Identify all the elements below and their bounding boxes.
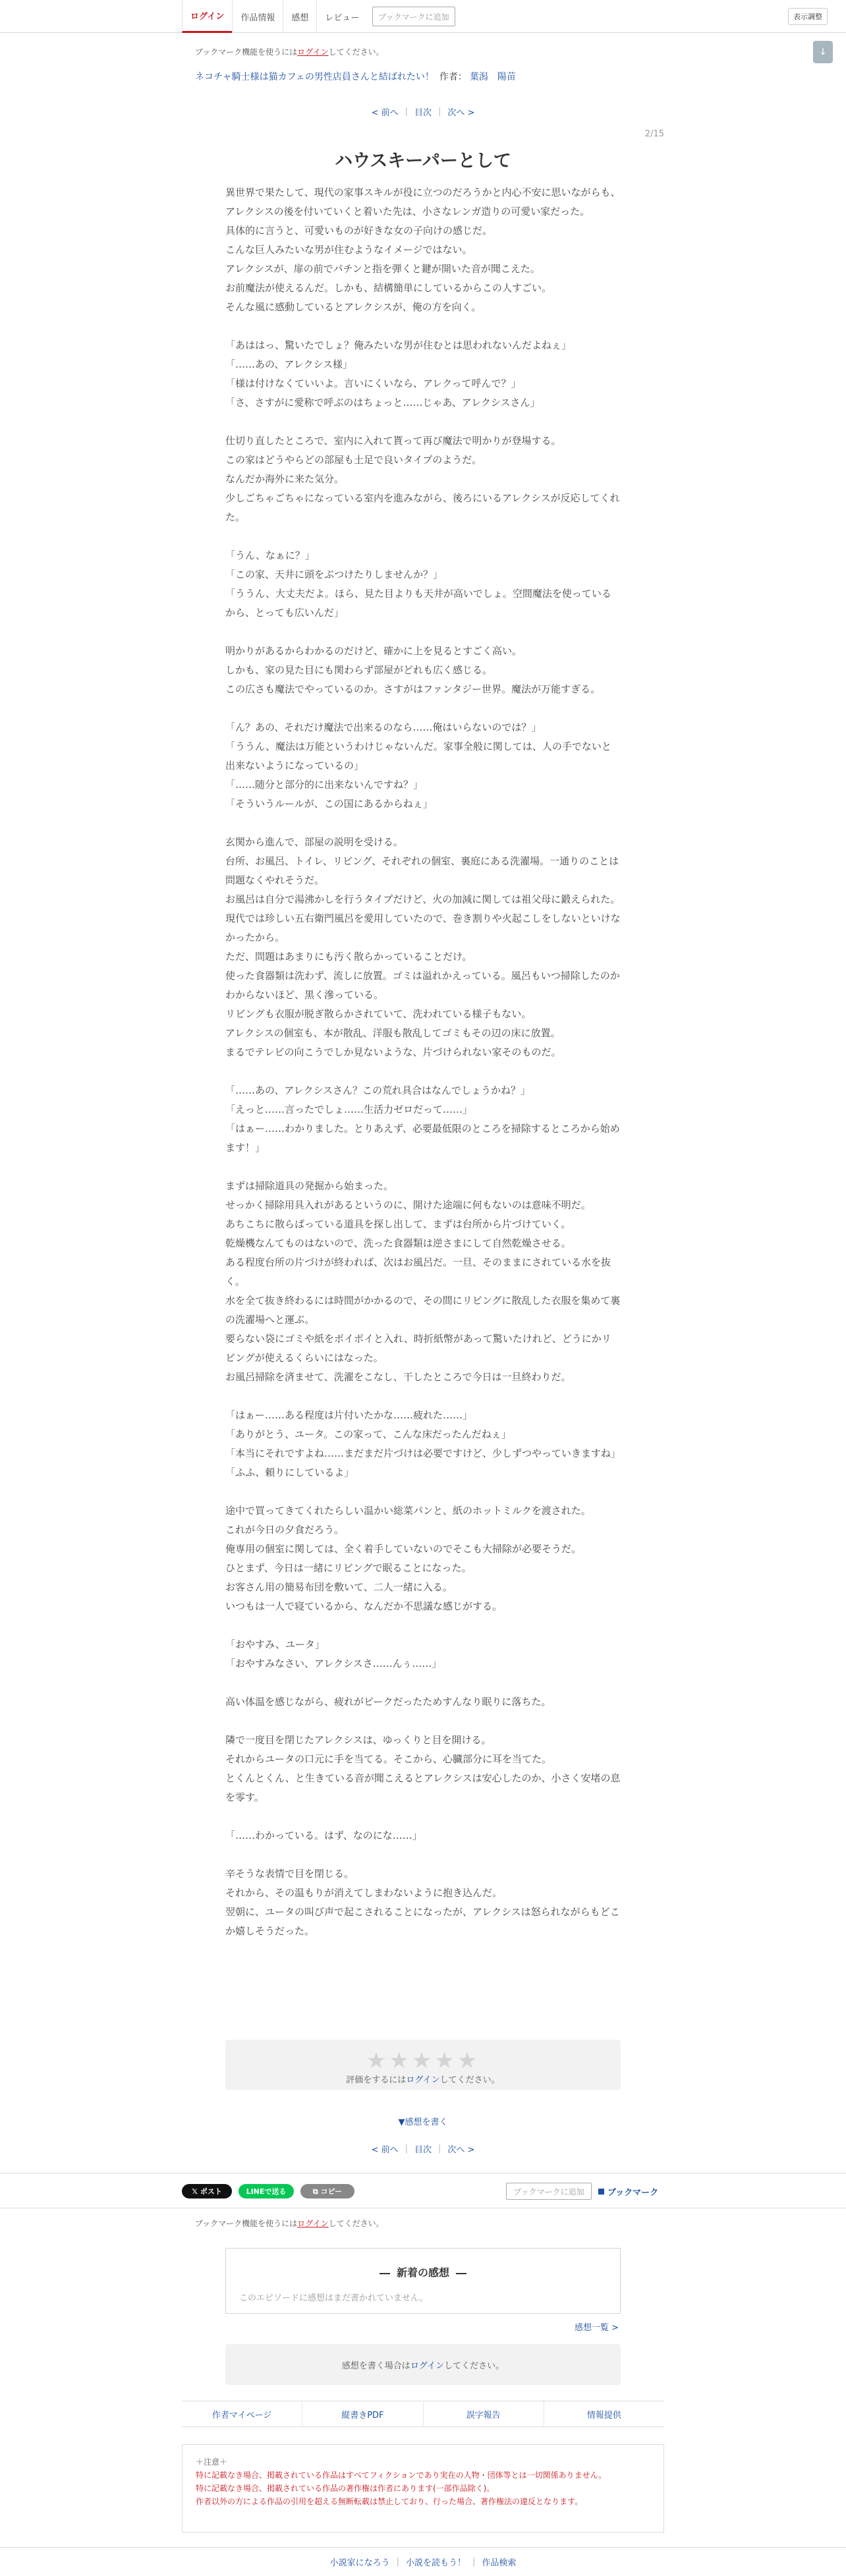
novel-paragraph: アレクシスの個室も、本が散乱、洋服も散乱してゴミもその辺の床に放置。 — [225, 1027, 561, 1039]
bookmark-link[interactable] — [598, 2183, 658, 2200]
novel-paragraph: 「……わかっている。はず、なのにな……」 — [225, 1830, 422, 1841]
impressions-title: 新着の感想 — [396, 2266, 449, 2279]
novel-paragraph: 高い体温を感じながら、疲れがピークだったためすんなり眠りに落ちた。 — [225, 1696, 551, 1708]
novel-paragraph: お風呂は自分で湯沸かしを行うタイプだけど、火の加減に関しては祖父母に鍛えられた。 — [225, 893, 621, 905]
novel-paragraph: 玄関から進んで、部屋の説明を受ける。 — [225, 836, 403, 848]
footer-links — [182, 2401, 664, 2427]
line-share-button[interactable]: LINEで送る — [239, 2184, 294, 2198]
novel-paragraph: そんな風に感動しているとアレクシスが、俺の方を向く。 — [225, 301, 482, 313]
separator: | — [438, 107, 441, 117]
blank-line — [225, 317, 621, 336]
tab-work-info[interactable]: 作品情報 — [232, 0, 283, 33]
separator: | — [405, 107, 408, 117]
novel-paragraph: 「ううん、魔法は万能というわけじゃないんだ。家事全般に関しては、人の手でないと出来ないようになっているの」 — [225, 741, 611, 771]
prev-link[interactable]: < 前へ — [371, 2145, 399, 2155]
share-bookmark-band — [0, 2173, 846, 2208]
novel-paragraph: この広さも魔法でやっているのか。さすがはファンタジー世界。魔法が万能すぎる。 — [225, 683, 601, 695]
novel-paragraph: それから、その温もりが消えてしまわないように抱き込んだ。 — [225, 1887, 503, 1899]
novel-paragraph: 使った食器類は洗わず、流しに放置。ゴミは溢れかえっている。風呂もいつ掃除したのかわからないほど、黒く滲っている。 — [225, 970, 620, 1001]
site-footer-links — [0, 2547, 846, 2576]
novel-paragraph: 「本当にそれですよね……まだまだ片づけは必要ですけど、少しずつやっていきますね」 — [225, 1447, 621, 1459]
blank-line — [225, 1062, 621, 1081]
tab-impressions[interactable]: 感想 — [283, 0, 316, 33]
novel-paragraph: 「ありがとう、ユータ。この家って、こんな床だったんだねぇ」 — [225, 1428, 511, 1440]
novel-paragraph: 「そういうルールが、この国にあるからねぇ」 — [225, 798, 433, 810]
add-bookmark-button[interactable]: ブックマークに追加 — [372, 7, 455, 26]
blank-line — [225, 1712, 621, 1731]
novel-paragraph: 明かりがあるからわかるのだけど、確かに上を見るとすごく高い。 — [225, 645, 522, 657]
series-title-link[interactable]: ネコチャ騎士様は猫カフェの男性店員さんと結ばれたい！ — [195, 72, 434, 82]
author-mypage-link[interactable]: 作者マイページ — [182, 2401, 302, 2426]
novel-paragraph: 「さ、さすがに愛称で呼ぶのはちょっと……じゃあ、アレクシスさん」 — [225, 397, 540, 408]
blank-line — [225, 699, 621, 718]
novel-paragraph: 現代では珍しい五右衛門風呂を愛用していたので、巻き割りや火起こしをしないといけなかったから。 — [225, 912, 621, 943]
next-link[interactable]: 次へ > — [447, 108, 475, 118]
novel-paragraph: 仕切り直したところで、室内に入れて貰って再び魔法で明かりが登場する。 — [225, 435, 561, 447]
blank-line — [225, 1845, 621, 1864]
novel-paragraph: 「……あの、アレクシスさん？この荒れ具合はなんでしょうかね？」 — [225, 1084, 531, 1096]
caution-line: 特に記載なき場合、掲載されている作品の著作権は作者にあります(一部作品除く)。 — [196, 2484, 495, 2493]
episode-pager-bottom — [0, 2142, 846, 2155]
novel-paragraph: 具体的に言うと、可愛いものが好きな女の子向けの感じだ。 — [225, 225, 493, 237]
novel-paragraph: 「えっと……言ったでしょ……生活力ゼロだって……」 — [225, 1104, 473, 1115]
write-impression-toggle[interactable]: ▼感想を書く — [398, 2117, 448, 2127]
series-info — [195, 70, 516, 83]
caution-line: 特に記載なき場合、掲載されている作品はすべてフィクションであり実在の人物・団体等とは一切関係ありません。 — [196, 2471, 607, 2480]
novel-paragraph: まるでテレビの向こうでしか見ないような、片づけられない家そのものだ。 — [225, 1046, 561, 1058]
blank-line — [225, 527, 621, 546]
blank-line — [225, 1616, 621, 1635]
prev-link[interactable]: < 前へ — [371, 108, 399, 118]
login-link[interactable]: ログイン — [297, 2219, 329, 2228]
novel-paragraph: いつもは一人で寝ているから、なんだか不思議な感じがする。 — [225, 1600, 503, 1612]
next-link[interactable]: 次へ > — [447, 2145, 475, 2155]
toc-link[interactable]: 目次 — [414, 2145, 432, 2155]
author-label: 作者： — [439, 72, 467, 82]
narou-link[interactable]: 小説家になろう — [329, 2558, 390, 2568]
novel-paragraph: あちこちに散らばっている道具を探し出して、まずは台所から片づけていく。 — [225, 1218, 571, 1230]
bookmark-label: ブックマーク — [607, 2187, 659, 2198]
blank-line — [225, 1158, 621, 1177]
novel-paragraph: 「はぁー……わかりました。とりあえず、必要最低限のところを掃除するところから始めます！」 — [225, 1123, 620, 1154]
novel-paragraph: 俺専用の個室に関しては、全く着手していないのでそこも大掃除が必要そうだ。 — [225, 1543, 582, 1555]
vertical-pdf-link[interactable]: 縦書きPDF — [302, 2401, 423, 2426]
separator: | — [396, 2557, 399, 2567]
novel-paragraph: 「あははっ、驚いたでしょ？俺みたいな男が住むとは思われないんだよねぇ」 — [225, 339, 572, 351]
novel-paragraph: 要らない袋にゴミや紙をポイポイと入れ、時折紙幣があって驚いたけれど、どうにかリビングが使えるくらいにはなった。 — [225, 1333, 611, 1364]
dash-icon — [456, 2273, 466, 2274]
note-text: 評価をするには — [346, 2075, 407, 2085]
top-navigation-bar — [0, 0, 846, 33]
note-text: 感想を書く場合は — [341, 2361, 410, 2371]
rating-stars-icon[interactable]: ★★★★★ — [366, 2048, 480, 2074]
info-report-link[interactable]: 情報提供 — [586, 2410, 621, 2421]
novel-paragraph: 少しごちゃごちゃになっている室内を進みながら、後ろにいるアレクシスが反応してくれた。 — [225, 492, 620, 523]
login-link[interactable]: ログイン — [406, 2075, 440, 2085]
novel-paragraph: ひとまず、今日は一緒にリビングで眠ることになった。 — [225, 1562, 472, 1574]
novel-paragraph: お客さん用の簡易布団を敷いて、二人一緒に入る。 — [225, 1581, 453, 1593]
new-impressions-box — [225, 2248, 621, 2314]
novel-paragraph: こんな巨人みたいな男が住むようなイメージではない。 — [225, 244, 472, 256]
tab-reviews[interactable]: レビュー — [316, 0, 367, 33]
separator: | — [405, 2144, 408, 2154]
novel-paragraph: とくんとくん、と生きている音が聞こえるとアレクシスは安心したのか、小さく安堵の息を零す。 — [225, 1772, 621, 1803]
chapter-number: 2/15 — [644, 129, 664, 139]
search-link[interactable]: 作品検索 — [482, 2558, 517, 2568]
yomou-link[interactable]: 小説を読もう！ — [405, 2558, 466, 2568]
blank-line — [225, 1673, 621, 1693]
blank-line — [225, 623, 621, 642]
novel-paragraph: 「ううん、大丈夫だよ。ほら、見た目よりも天井が高いでしょ。空間魔法を使っているから、とっても広いんだ」 — [225, 588, 611, 619]
novel-paragraph: 「おやすみ、ユータ」 — [225, 1638, 325, 1650]
rating-box — [225, 2040, 621, 2090]
novel-paragraph: ある程度台所の片づけが終われば、次はお風呂だ。一旦、そのままにされている水を抜く。 — [225, 1256, 611, 1287]
novel-paragraph: 異世界で果たして、現代の家事スキルが役に立つのだろうかと内心不安に思いながらも、 — [225, 186, 621, 198]
bookmark-login-note — [195, 2218, 384, 2229]
novel-paragraph: 翌朝に、ユータの叫び声で起こされることになったが、アレクシスは怒られながらもどこか嬉しそうだった。 — [225, 1906, 620, 1937]
impressions-heading — [226, 2264, 620, 2280]
novel-paragraph: 「ん？あの、それだけ魔法で出来るのなら……俺はいらないのでは？」 — [225, 721, 542, 733]
author-link[interactable]: 葉潟 陽苗 — [469, 72, 516, 82]
novel-paragraph: これが今日の夕食だろう。 — [225, 1524, 345, 1536]
copy-link-button[interactable]: ⧉ コピー — [300, 2184, 354, 2198]
note-text: してください。 — [439, 2075, 500, 2085]
scroll-down-arrow-icon[interactable]: ↓ — [813, 41, 833, 63]
novel-paragraph: 「……あの、アレクシス様」 — [225, 358, 353, 370]
novel-paragraph: 「ふふ、頼りにしているよ」 — [225, 1467, 354, 1478]
novel-paragraph: 「様は付けなくていいよ。言いにくいなら、アレクって呼んで？」 — [225, 378, 521, 389]
tab-login[interactable]: ログイン — [182, 0, 232, 33]
display-settings-button[interactable]: 表示調整 — [788, 8, 828, 25]
novel-paragraph: リビングも衣服が脱ぎ散らかされていて、洗われている様子もない。 — [225, 1008, 532, 1020]
novel-paragraph: 隣で一度目を閉じたアレクシスは、ゆっくりと目を開ける。 — [225, 1734, 492, 1746]
novel-paragraph: アレクシスが、扉の前でパチンと指を弾くと鍵が開いた音が聞こえた。 — [225, 263, 540, 275]
novel-paragraph: まずは掃除道具の発掘から始まった。 — [225, 1180, 394, 1192]
caution-heading: ＋注意＋ — [196, 2457, 228, 2467]
novel-paragraph: 「うん、なぁに？」 — [225, 549, 315, 561]
novel-paragraph: ただ、問題はあまりにも汚く散らかっていることだけ。 — [225, 951, 472, 963]
login-link[interactable]: ログイン — [297, 47, 329, 57]
novel-paragraph: アレクシスの後を付いていくと着いた先は、小さなレンガ造りの可愛い家だった。 — [225, 206, 590, 217]
x-post-button[interactable]: 𝕏 ポスト — [182, 2184, 232, 2198]
novel-paragraph: しかも、家の見た目にも関わらず部屋がどれも広く感じる。 — [225, 664, 493, 676]
rating-login-note — [225, 2073, 621, 2085]
novel-paragraph: 辛そうな表情で目を閉じる。 — [225, 1868, 354, 1880]
note-text: ブックマーク機能を使うには — [195, 2219, 298, 2228]
novel-paragraph: せっかく掃除用具入れがあるというのに、開けた途端に何もないのは意味不明だ。 — [225, 1199, 591, 1211]
episode-pager-top — [0, 105, 846, 118]
separator: | — [438, 2144, 441, 2154]
novel-paragraph: 台所、お風呂、トイレ、リビング、それぞれの個室、裏庭にある洗濯場。一通りのことは問題なくやれそうだ。 — [225, 855, 619, 886]
novel-paragraph: 「おやすみなさい、アレクシスさ……んぅ……」 — [225, 1658, 442, 1669]
impression-login-note — [225, 2344, 621, 2385]
toc-link[interactable]: 目次 — [414, 108, 432, 118]
caution-line: 作者以外の方による作品の引用を超える無断転載は禁止しており、行った場合、著作権法の違反となります。 — [196, 2497, 583, 2506]
impressions-empty-text: このエピソードに感想はまだ書かれていません。 — [239, 2293, 428, 2303]
chapter-title: ハウスキーパーとして — [335, 151, 511, 171]
typo-report-link[interactable]: 誤字報告 — [424, 2401, 544, 2426]
novel-paragraph: この家はどうやらどの部屋も土足で良いタイプのようだ。 — [225, 454, 482, 466]
impressions-list-link[interactable]: 感想一覧 > — [575, 2323, 619, 2333]
novel-paragraph: お風呂掃除を済ませて、洗濯をこなし、干したところで今日は一旦終わりだ。 — [225, 1371, 571, 1383]
dash-icon — [380, 2273, 390, 2274]
add-bookmark-button[interactable]: ブックマークに追加 — [506, 2183, 592, 2200]
blank-line — [225, 412, 621, 432]
bookmark-login-note — [195, 46, 384, 57]
novel-paragraph: 水を全て抜き終わるには時間がかかるので、その間にリビングに散乱した衣服を集めて裏の洗濯場へと運ぶ。 — [225, 1295, 621, 1326]
blank-line — [225, 814, 621, 833]
novel-paragraph: 「……随分と部分的に出来ないんですね？」 — [225, 779, 424, 791]
note-text: してください。 — [328, 2219, 384, 2228]
login-link[interactable]: ログイン — [410, 2361, 445, 2371]
note-text: してください。 — [328, 47, 384, 57]
bookmark-square-icon — [598, 2189, 604, 2195]
blank-line — [225, 1807, 621, 1826]
novel-paragraph: お前魔法が使えるんだ。しかも、結構簡単にしているからこの人すごい。 — [225, 282, 552, 294]
novel-body — [225, 183, 621, 1941]
caution-box — [182, 2444, 664, 2533]
note-text: ブックマーク機能を使うには — [195, 47, 298, 57]
blank-line — [225, 1482, 621, 1501]
novel-paragraph: 「はぁー……ある程度は片付いたかな……疲れた……」 — [225, 1409, 473, 1421]
top-tabs — [182, 0, 455, 33]
novel-paragraph: 途中で買ってきてくれたらしい温かい総菜パンと、紙のホットミルクを渡された。 — [225, 1505, 591, 1517]
note-text: してください。 — [444, 2361, 505, 2371]
blank-line — [225, 1387, 621, 1406]
novel-paragraph: それからユータの口元に手を当てる。そこから、心臓部分に耳を当てた。 — [225, 1753, 552, 1765]
separator: | — [472, 2557, 476, 2567]
novel-paragraph: なんだか海外に来た気分。 — [225, 473, 345, 485]
novel-paragraph: 乾燥機なんてものはないので、洗った食器類は逆さまにして自然乾燥させる。 — [225, 1237, 571, 1249]
novel-paragraph: 「この家、天井に頭をぶつけたりしませんか？」 — [225, 569, 443, 580]
